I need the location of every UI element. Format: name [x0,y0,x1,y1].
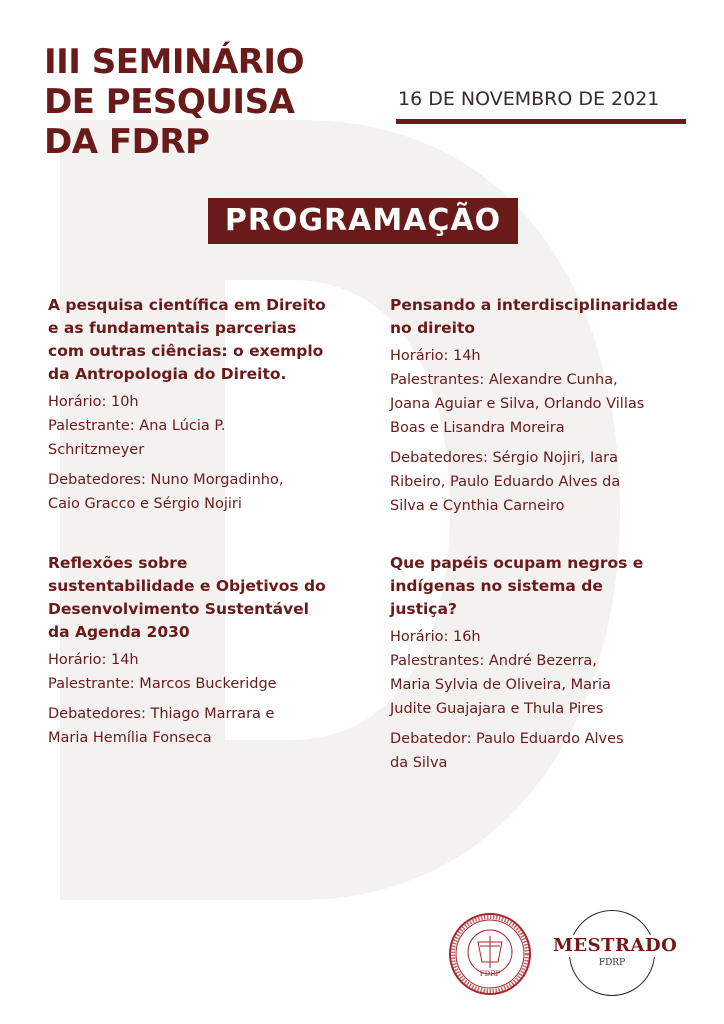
session-2 [390,294,710,518]
session-4-debaters-line: da Silva [390,755,448,771]
session-4-time: Horário: 16h [390,629,481,645]
session-2-title [390,294,710,340]
mestrado-word: MESTRADO [553,935,678,956]
mestrado-logo [553,910,678,1000]
session-2-speaker-line: Boas e Lisandra Moreira [390,420,565,436]
session-3-speaker-line: Palestrante: Marcos Buckeridge [48,676,277,692]
session-2-time: Horário: 14h [390,348,481,364]
session-2-debaters-line: Ribeiro, Paulo Eduardo Alves da [390,474,621,490]
title-line-2: DE PESQUISA [44,82,295,122]
session-1-speaker-line: Palestrante: Ana Lúcia P. [48,418,226,434]
session-2-title-line: no direito [390,319,476,337]
session-1-title-line: da Antropologia do Direito. [48,365,287,383]
session-4-speaker-line: Maria Sylvia de Oliveira, Maria [390,677,611,693]
session-1-title-line: A pesquisa científica em Direito [48,296,326,314]
session-3 [48,552,353,750]
session-4-title-line: justiça? [390,600,457,618]
session-3-title-line: sustentabilidade e Objetivos do [48,577,326,595]
session-3-title-line: Desenvolvimento Sustentável [48,600,309,618]
title-line-3: DA FDRP [44,122,210,162]
title-line-1: III SEMINÁRIO [44,42,304,82]
session-2-speaker-line: Joana Aguiar e Silva, Orlando Villas [390,396,645,412]
session-3-debaters-line: Debatedores: Thiago Marrara e [48,706,275,722]
session-4-title-line: Que papéis ocupam negros e [390,554,644,572]
session-1-title [48,294,353,386]
session-2-title-line: Pensando a interdisciplinaridade [390,296,679,314]
session-3-title-line: Reflexões sobre [48,554,188,572]
session-2-debaters-line: Silva e Cynthia Carneiro [390,498,565,514]
programacao-banner: PROGRAMAÇÃO [208,198,518,244]
session-4-speaker-line: Judite Guajajara e Thula Pires [390,701,604,717]
session-3-debaters-line: Maria Hemília Fonseca [48,730,212,746]
session-1-time: Horário: 10h [48,394,139,410]
session-3-title [48,552,353,644]
seal-text: FDRP [479,970,501,978]
session-4-title-line: indígenas no sistema de [390,577,603,595]
session-1 [48,294,353,516]
event-date: 16 DE NOVEMBRO DE 2021 [398,88,660,110]
session-4-title [390,552,710,621]
date-underline [396,119,686,124]
session-4 [390,552,710,775]
session-3-title-line: da Agenda 2030 [48,623,190,641]
faculty-seal-logo [448,912,532,996]
session-1-debaters-line: Debatedores: Nuno Morgadinho, [48,472,284,488]
session-1-speaker-line: Schritzmeyer [48,442,145,458]
event-title [44,42,304,162]
session-1-title-line: e as fundamentais parcerias [48,319,297,337]
session-2-debaters-line: Debatedores: Sérgio Nojiri, Iara [390,450,619,466]
session-1-title-line: com outras ciências: o exemplo [48,342,324,360]
session-4-debaters-line: Debatedor: Paulo Eduardo Alves [390,731,624,747]
session-4-speaker-line: Palestrantes: André Bezerra, [390,653,597,669]
session-1-debaters-line: Caio Gracco e Sérgio Nojiri [48,496,242,512]
session-2-speaker-line: Palestrantes: Alexandre Cunha, [390,372,618,388]
mestrado-sub: FDRP [598,958,626,968]
session-3-time: Horário: 14h [48,652,139,668]
